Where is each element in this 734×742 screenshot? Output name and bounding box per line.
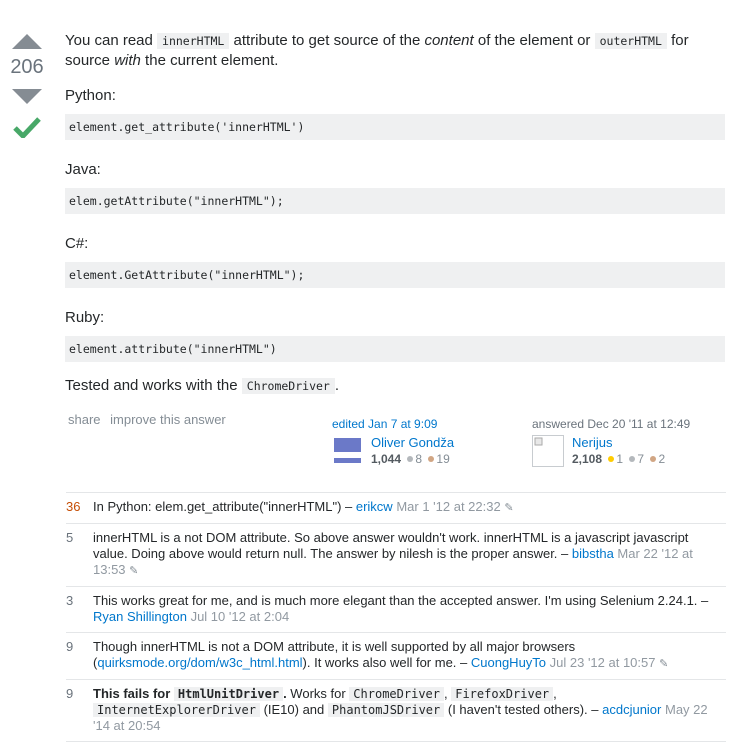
silver-count: 8	[415, 452, 423, 466]
intro-text: of the element or	[473, 32, 595, 49]
gold-count: 1	[616, 452, 624, 466]
comment-item	[66, 492, 726, 523]
inline-code: ChromeDriver	[242, 378, 335, 394]
edit-pencil-icon: ✎	[504, 502, 514, 514]
silver-badges	[629, 452, 644, 466]
comment-date[interactable]: May 22 '14 at 20:54	[93, 702, 708, 733]
comment-user-link[interactable]: bibstha	[571, 546, 614, 561]
gold-badges	[608, 452, 623, 466]
vote-panel	[10, 34, 44, 138]
comment-item	[66, 586, 726, 632]
accepted-checkmark-icon	[13, 116, 41, 138]
author-reputation: 2,108	[572, 452, 603, 466]
comment-score: 5	[66, 530, 74, 545]
emphasis: content	[424, 32, 474, 49]
inline-code: ChromeDriver	[349, 687, 444, 701]
editor-avatar[interactable]	[332, 435, 362, 465]
comments-list	[66, 492, 726, 742]
author-signature	[532, 417, 690, 467]
lang-label: C#:	[65, 235, 89, 252]
editor-signature	[332, 417, 454, 466]
upvote-arrow-icon[interactable]	[12, 34, 42, 49]
comment-body	[93, 593, 726, 625]
bronze-count: 2	[658, 452, 666, 466]
intro-text: You can read	[65, 32, 158, 49]
lang-label: Python:	[65, 87, 116, 104]
bronze-badges	[428, 452, 449, 466]
edit-pencil-icon: ✎	[129, 565, 139, 577]
bold-text: .	[283, 686, 287, 701]
comment-text: (I haven't tested others). –	[444, 702, 603, 717]
emphasis: with	[114, 52, 141, 69]
comment-text: Though innerHTML is not a DOM attribute, it is well supported by all major browsers (	[93, 639, 576, 670]
comment-user-link[interactable]: acdcjunior	[602, 702, 662, 717]
edit-pencil-icon: ✎	[659, 658, 669, 670]
improve-answer-link[interactable]: improve this answer	[110, 412, 226, 427]
comment-score: 3	[66, 593, 74, 608]
answer-body	[65, 31, 725, 396]
silver-badge-icon	[407, 456, 413, 462]
comment-text: (IE10) and	[259, 702, 328, 717]
code-block: elem.getAttribute("innerHTML");	[65, 188, 725, 214]
comment-text: ,	[444, 686, 452, 701]
inline-code: PhantomJSDriver	[328, 703, 444, 717]
intro-text: attribute to get source of the	[229, 32, 425, 49]
bronze-badges	[650, 452, 665, 466]
intro-text: the current element.	[140, 52, 279, 69]
inline-code: outerHTML	[595, 33, 667, 49]
comment-text: ). It works also well for me. –	[302, 655, 471, 670]
code-block: element.get_attribute('innerHTML')	[65, 114, 725, 140]
comment-user-link[interactable]: CuongHuyTo	[470, 655, 547, 670]
silver-badge-icon	[629, 456, 635, 462]
gold-badge-icon	[608, 456, 614, 462]
quirksmode-link[interactable]: quirksmode.org/dom/w3c_html.html	[97, 655, 303, 670]
author-avatar[interactable]	[532, 435, 564, 467]
comment-score: 9	[66, 639, 74, 654]
inline-code: HtmlUnitDriver	[174, 687, 283, 701]
editor-reputation: 1,044	[371, 452, 402, 466]
author-name[interactable]: Nerijus	[572, 435, 613, 450]
comment-text: In Python: elem.get_attribute("innerHTML") –	[93, 499, 356, 514]
silver-count: 7	[637, 452, 645, 466]
comment-body	[93, 639, 726, 672]
edited-link[interactable]: edited Jan 7 at 9:09	[332, 417, 438, 431]
comment-date[interactable]: Mar 1 '12 at 22:32	[392, 499, 501, 514]
bronze-badge-icon	[650, 456, 656, 462]
comment-score: 36	[66, 499, 81, 514]
comment-body	[93, 499, 726, 516]
editor-name[interactable]: Oliver Gondža	[371, 435, 455, 450]
inline-code: innerHTML	[157, 33, 229, 49]
silver-badges	[407, 452, 422, 466]
bold-text: This fails for	[93, 686, 174, 701]
tested-paragraph	[65, 376, 725, 396]
lang-label: Ruby:	[65, 309, 105, 326]
lang-label: Java:	[65, 161, 101, 178]
comment-text: innerHTML is a not DOM attribute. So above answer wouldn't work. innerHTML is a javascript javascript value. Doing above would return null. The answer by nilesh is the proper answer. –	[93, 530, 689, 561]
comment-user-link[interactable]: erikcw	[355, 499, 393, 514]
comment-score: 9	[66, 686, 74, 701]
vote-count: 206	[10, 56, 44, 78]
code-block: element.attribute("innerHTML")	[65, 336, 725, 362]
answered-time: answered Dec 20 '11 at 12:49	[532, 417, 691, 431]
downvote-arrow-icon[interactable]	[12, 89, 42, 104]
code-block: element.GetAttribute("innerHTML");	[65, 262, 725, 288]
comment-item	[66, 632, 726, 679]
comment-date[interactable]: Mar 22 '12 at 13:53	[93, 546, 693, 577]
tested-text: Tested and works with the	[65, 377, 242, 394]
bronze-badge-icon	[428, 456, 434, 462]
comment-user-link[interactable]: Ryan Shillington	[93, 609, 187, 624]
comment-date[interactable]: Jul 10 '12 at 2:04	[186, 609, 290, 624]
comment-text: This works great for me, and is much more elegant than the accepted answer. I'm using Selenium 2.24.1. –	[93, 593, 709, 608]
inline-code: FirefoxDriver	[451, 687, 553, 701]
comment-item	[66, 523, 726, 586]
post-menu	[68, 412, 232, 427]
comment-text: Works for	[286, 686, 350, 701]
intro-paragraph	[65, 31, 725, 70]
comment-bold-text	[93, 686, 287, 701]
bronze-count: 19	[436, 452, 450, 466]
comment-item	[66, 679, 726, 742]
comment-body	[93, 686, 726, 734]
tested-text: .	[334, 377, 340, 394]
comment-text: ,	[553, 686, 557, 701]
inline-code: InternetExplorerDriver	[93, 703, 260, 717]
intro-text: for source	[65, 32, 689, 69]
comment-body	[93, 530, 726, 579]
comment-date[interactable]: Jul 23 '12 at 10:57	[546, 655, 656, 670]
share-link[interactable]: share	[68, 412, 101, 427]
